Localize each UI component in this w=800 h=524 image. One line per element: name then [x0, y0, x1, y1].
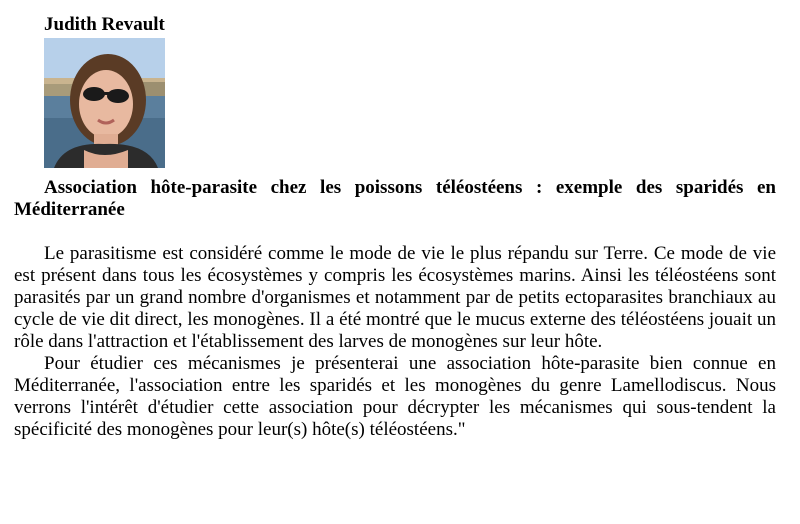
author-photo	[44, 38, 165, 168]
article-body	[14, 243, 776, 441]
article-title: Association hôte-parasite chez les poissons téléostéens : exemple des sparidés en Méditerranée	[14, 177, 776, 220]
author-name: Judith Revault	[44, 14, 165, 35]
paragraph: Le parasitisme est considéré comme le mode de vie le plus répandu sur Terre. Ce mode de vie est présent dans tous les écosystèmes y compris les écosystèmes marins. Ainsi les téléostéens sont parasités par un grand nombre d'organismes et notamment par de petits ectoparasites branchiaux au cycle de vie dit direct, les monogènes. Il a été montré que le mucus externe des téléostéens jouait un rôle dans l'attraction et l'établissement des larves de monogènes sur leur hôte.	[14, 243, 776, 352]
paragraph: Pour étudier ces mécanismes je présenterai une association hôte-parasite bien connue en Méditerranée, l'association entre les sparidés et les monogènes du genre Lamellodiscus. Nous verrons l'intérêt d'étudier cette association pour décrypter les mécanismes qui sous-tendent la spécificité des monogènes pour leur(s) hôte(s) téléostéens."	[14, 353, 776, 440]
